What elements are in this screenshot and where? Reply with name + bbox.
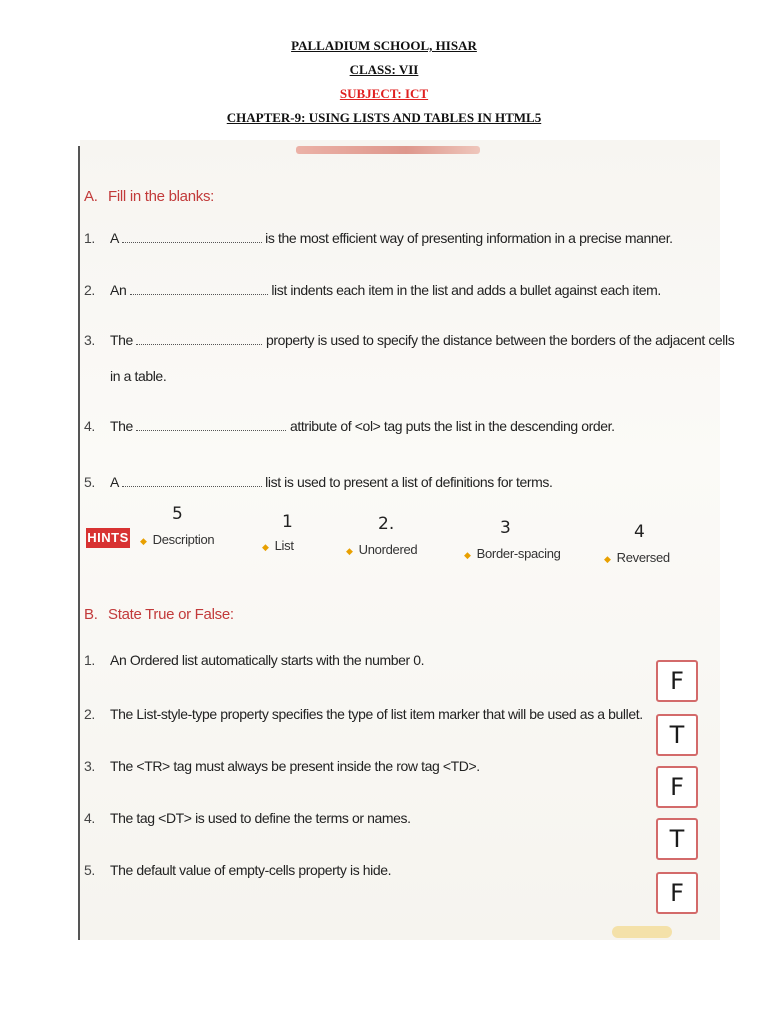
item-start: A xyxy=(110,230,119,246)
hint-label: Unordered xyxy=(358,542,418,557)
answer-box[interactable]: F xyxy=(656,660,698,702)
statement-text: The default value of empty-cells property is hide. xyxy=(110,862,392,878)
scan-edge-line xyxy=(78,146,80,940)
section-a-heading xyxy=(84,188,214,205)
blank-line[interactable] xyxy=(130,284,268,295)
item-start: A xyxy=(110,474,119,490)
item-number: 4. xyxy=(84,810,95,826)
handwritten-hint-number: 3 xyxy=(500,518,511,538)
class-label: CLASS: VII xyxy=(349,62,419,77)
item-number: 4. xyxy=(84,418,95,434)
bullet-icon: ◆ xyxy=(262,542,269,552)
item-start: An xyxy=(110,282,127,298)
item-text: is the most efficient way of presenting information in a precise manner. xyxy=(265,230,673,246)
item-text: property is used to specify the distance between the borders of the adjacent cells xyxy=(265,332,735,348)
answer-box[interactable]: T xyxy=(656,714,698,756)
item-number: 1. xyxy=(84,230,95,246)
item-number: 2. xyxy=(84,706,95,722)
section-b-title: State True or False: xyxy=(108,606,234,623)
top-smudge xyxy=(296,146,480,154)
item-number: 5. xyxy=(84,474,95,490)
fill-blank-item xyxy=(84,332,734,348)
hint-item xyxy=(604,550,670,565)
school-name: PALLADIUM SCHOOL, HISAR xyxy=(291,38,477,53)
true-false-item xyxy=(84,706,643,722)
item-number: 5. xyxy=(84,862,95,878)
item-number: 3. xyxy=(84,758,95,774)
handwritten-hint-number: 5 xyxy=(172,504,183,524)
true-false-item xyxy=(84,758,480,774)
subject-label: SUBJECT: ICT xyxy=(339,86,429,101)
answer-box[interactable]: F xyxy=(656,872,698,914)
fill-blank-item xyxy=(84,230,673,246)
fill-blank-item xyxy=(84,282,661,298)
hint-item xyxy=(140,532,214,547)
section-a-title: Fill in the blanks: xyxy=(108,188,215,205)
item-number: 2. xyxy=(84,282,95,298)
section-a-letter: A. xyxy=(84,188,98,205)
hint-label: Reversed xyxy=(616,550,670,565)
true-false-item xyxy=(84,652,424,668)
true-false-item xyxy=(84,810,411,826)
item-start: The xyxy=(110,418,133,434)
hint-label: Border-spacing xyxy=(476,546,561,561)
statement-text: The <TR> tag must always be present inside the row tag <TD>. xyxy=(110,758,480,774)
section-b-letter: B. xyxy=(84,606,98,623)
handwritten-hint-number: 2. xyxy=(378,514,395,534)
hint-label: Description xyxy=(152,532,215,547)
bullet-icon: ◆ xyxy=(464,550,471,560)
item-number: 3. xyxy=(84,332,95,348)
statement-text: The tag <DT> is used to define the terms or names. xyxy=(110,810,411,826)
blank-line[interactable] xyxy=(122,232,262,243)
item-number: 1. xyxy=(84,652,95,668)
hint-label: List xyxy=(274,538,294,553)
fill-blank-item xyxy=(84,474,552,490)
bullet-icon: ◆ xyxy=(140,536,147,546)
item-text: list indents each item in the list and adds a bullet against each item. xyxy=(271,282,661,298)
item-text: attribute of <ol> tag puts the list in the descending order. xyxy=(289,418,615,434)
bottom-smudge xyxy=(612,926,672,938)
worksheet-header xyxy=(0,38,768,134)
handwritten-hint-number: 1 xyxy=(282,512,293,532)
hint-item xyxy=(346,542,417,557)
fill-blank-item xyxy=(84,418,615,434)
chapter-title: CHAPTER-9: USING LISTS AND TABLES IN HTML5 xyxy=(226,110,542,125)
item-start: The xyxy=(110,332,133,348)
hint-item xyxy=(262,538,294,553)
section-b-heading xyxy=(84,606,234,623)
blank-line[interactable] xyxy=(122,476,262,487)
item-continuation: in a table. xyxy=(110,368,167,384)
answer-box[interactable]: F xyxy=(656,766,698,808)
handwritten-hint-number: 4 xyxy=(634,522,645,542)
hints-badge: HINTS xyxy=(86,528,130,548)
bullet-icon: ◆ xyxy=(346,546,353,556)
blank-line[interactable] xyxy=(136,420,286,431)
item-text: list is used to present a list of definitions for terms. xyxy=(265,474,553,490)
bullet-icon: ◆ xyxy=(604,554,611,564)
answer-box[interactable]: T xyxy=(656,818,698,860)
hint-item xyxy=(464,546,561,561)
true-false-item xyxy=(84,862,391,878)
statement-text: An Ordered list automatically starts with the number 0. xyxy=(110,652,425,668)
blank-line[interactable] xyxy=(136,334,262,345)
statement-text: The List-style-type property specifies the type of list item marker that will be used as a bullet. xyxy=(110,706,643,722)
